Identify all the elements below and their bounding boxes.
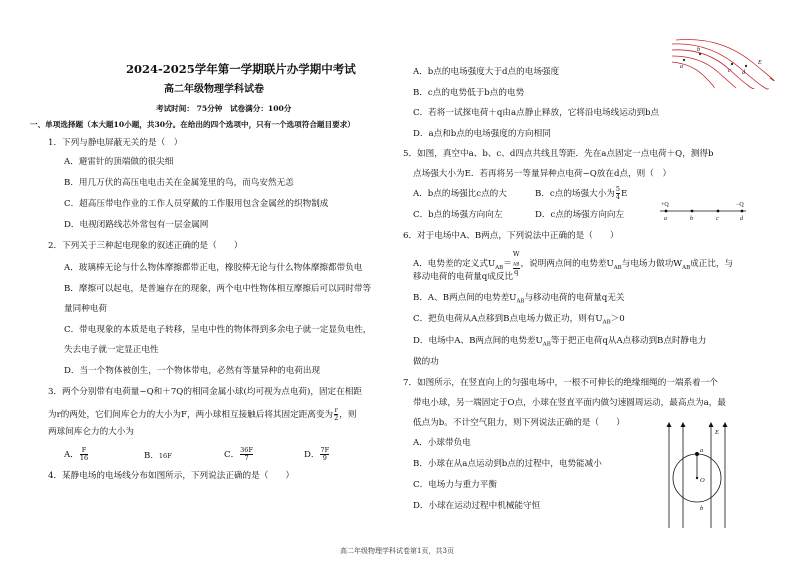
q7-arrowhead bbox=[667, 422, 672, 427]
q6-a-eq: ＝ bbox=[503, 259, 512, 270]
q3-c-label: C． bbox=[224, 450, 240, 460]
q3-line2 bbox=[48, 407, 356, 422]
q4-label-e: E bbox=[758, 60, 762, 66]
exam-info: 考试时间： 75分钟 试卷满分：100分 bbox=[156, 104, 292, 113]
q6-a-mid2: 与电场力做功W bbox=[621, 259, 683, 270]
q7-pivot-o bbox=[696, 477, 698, 479]
q5-label-a: a bbox=[664, 216, 667, 222]
section-heading: 一、单项选择题（本大题10小题，共30分。在给出的四个选项中，只有一个选项符合题目要求） bbox=[30, 120, 355, 129]
q3-line3: 两球间库仑力的大小为 bbox=[48, 427, 134, 437]
q7-arrowhead bbox=[723, 422, 728, 427]
q6-d-sub: AB bbox=[542, 341, 551, 348]
q3-d-num: 7F bbox=[320, 446, 330, 454]
q4-label-a: a bbox=[680, 64, 683, 70]
q6-option-c bbox=[413, 314, 625, 329]
q5-charge-minus: −Q bbox=[736, 202, 744, 208]
q6-a-mid: ，说明两点间的电势差U bbox=[520, 259, 614, 270]
q6-option-b bbox=[413, 293, 625, 308]
q5-label-b: b bbox=[690, 216, 693, 222]
q2-option-b-line1: B．摩擦可以起电，是普遍存在的现象，两个电中性物体相互摩擦后可以同时带等 bbox=[64, 284, 372, 294]
q5-b-num: 5 bbox=[615, 185, 621, 193]
q1-stem: 1．下列与静电屏蔽无关的是（ ） bbox=[48, 138, 183, 148]
q5-b-den: 4 bbox=[615, 193, 621, 201]
q3-b-value: 16F bbox=[158, 452, 172, 460]
q7-option-b: B．小球在从a点运动到b点的过程中，电势能减小 bbox=[413, 459, 602, 469]
q5-option-d: D．c点的场强方向向左 bbox=[535, 210, 625, 220]
q7-option-a: A．小球带负电 bbox=[413, 438, 471, 448]
q2-option-b-line2: 量同种电荷 bbox=[64, 304, 107, 314]
q6-b-text: B．A、B两点间的电势差U bbox=[413, 293, 517, 303]
q4-field-line-figure bbox=[670, 38, 770, 88]
q3-line2-text: 为r的两处，它们间库仑力的大小为F，两小球相互接触后将其固定距离变为 bbox=[48, 410, 334, 420]
q2-option-d: D．当一个物体被创生，一个物体带电，必然有等量异种的电荷出现 bbox=[64, 366, 321, 376]
q5-option-a: A．b点的场强比c点的大 bbox=[413, 189, 507, 199]
page-footer: 高二年级物理学科试卷第1页，共3页 bbox=[340, 547, 454, 555]
q3-d-den: 9 bbox=[322, 454, 327, 462]
q7-arrowheads bbox=[667, 422, 728, 427]
q5-label-c: c bbox=[716, 216, 719, 222]
q3-a-num: F bbox=[81, 446, 87, 454]
q6-a-pre: A．电势差的定义式U bbox=[413, 259, 496, 270]
q5-charge-plus: +Q bbox=[661, 202, 669, 208]
q7-arrowhead bbox=[681, 422, 686, 427]
q6-option-d-line1 bbox=[413, 336, 706, 351]
q6-a-sub: AB bbox=[495, 264, 504, 271]
q2-option-c-line1: C．带电现象的本质是电子转移，呈电中性的物体得到多余电子就一定显负电性， bbox=[64, 325, 372, 335]
q3-option-b bbox=[144, 451, 172, 462]
q4-option-d: D．a点和b点的电场强度的方向相同 bbox=[413, 129, 551, 139]
q3-option-c bbox=[224, 447, 254, 462]
q4-option-a: A．b点的电场强度大于d点的电场强度 bbox=[413, 67, 560, 77]
q7-circular-motion-figure bbox=[661, 422, 731, 532]
q3-line2-end: ，则 bbox=[339, 410, 357, 420]
q3-c-fraction bbox=[240, 447, 253, 462]
q3-line1: 3．两个分别带有电荷量−Q和＋7Q的相同金属小球(均可视为点电荷)，固定在相距 bbox=[48, 387, 362, 397]
q5-b-text: B．c点的场强大小为 bbox=[535, 189, 615, 199]
q4-stem: 4．某静电场的电场线分布如图所示，下列说法正确的是（ ） bbox=[48, 471, 295, 481]
q7-line1: 7．如图所示，在竖直向上的匀强电场中，一根不可伸长的绝缘细绳的一端系着一个 bbox=[403, 378, 718, 388]
q4-label-d: d bbox=[742, 70, 745, 76]
q6-stem: 6．对于电场中A、B两点，下列说法中正确的是（ ） bbox=[403, 231, 619, 241]
q5-option-c: C．b点的场强方向向左 bbox=[413, 210, 503, 220]
q6-option-a-line2: 移动电荷的电荷量q成反比 bbox=[413, 272, 514, 282]
q3-a-den: 16 bbox=[79, 454, 89, 462]
q7-line2: 带电小球，另一端固定于O点，小球在竖直平面内做匀速圆周运动，最高点为a，最 bbox=[413, 398, 726, 408]
q6-a-mid2-sub: AB bbox=[682, 264, 691, 271]
q1-option-d: D．电视闭路线芯外常包有一层金属网 bbox=[64, 220, 209, 230]
q3-a-fraction bbox=[80, 447, 88, 462]
q4-option-c: C．若将一试探电荷＋q由a点静止释放，它将沿电场线运动到b点 bbox=[413, 108, 660, 118]
q6-a-num-sub: AB bbox=[512, 262, 520, 268]
q6-c-sub: AB bbox=[602, 319, 611, 326]
q1-option-b: B．用几万伏的高压电电击关在金属笼里的鸟，而鸟安然无恙 bbox=[64, 178, 294, 188]
q3-distance-fraction bbox=[334, 407, 338, 422]
q5-option-b bbox=[535, 186, 627, 201]
q2-option-a: A．玻璃棒无论与什么物体摩擦都带正电，橡胶棒无论与什么物体摩擦都带负电 bbox=[64, 263, 363, 273]
q3-b-label: B． bbox=[144, 451, 159, 461]
q4-label-c: c bbox=[728, 68, 731, 74]
q5-point-b bbox=[691, 210, 694, 213]
q3-d-label: D． bbox=[304, 450, 320, 460]
q5-line1: 5．如图，真空中a、b、c、d四点共线且等距．先在a点固定一点电荷＋Q，测得b bbox=[403, 149, 714, 159]
exam-title: 2024-2025学年第一学期联片办学期中考试 bbox=[126, 62, 356, 76]
q6-a-num-w: W bbox=[512, 250, 520, 258]
q6-b-sub: AB bbox=[516, 298, 525, 305]
q3-option-d bbox=[304, 447, 330, 462]
q6-a-post: 成正比，与 bbox=[690, 259, 734, 270]
q2-stem: 2．下列关于三种起电现象的叙述正确的是（ ） bbox=[48, 241, 243, 251]
q6-d-text: D．电场中A、B两点间的电势差U bbox=[413, 336, 543, 346]
q7-label-e: E bbox=[715, 429, 719, 436]
q4-label-b: b bbox=[697, 47, 700, 53]
q3-frac-num: r bbox=[334, 406, 338, 414]
q4-points bbox=[683, 53, 747, 67]
q5-label-d: d bbox=[740, 216, 743, 222]
q3-option-a bbox=[64, 447, 89, 462]
q3-c-den: 7 bbox=[244, 454, 249, 462]
q7-label-a: a bbox=[700, 447, 704, 454]
q4-point-c bbox=[731, 63, 733, 65]
q7-option-c: C．电场力与重力平衡 bbox=[413, 480, 497, 490]
q5-point-a bbox=[665, 210, 668, 213]
q5-point-d bbox=[741, 210, 744, 213]
q4-point-d bbox=[745, 65, 747, 67]
q6-a-fraction bbox=[513, 251, 520, 276]
field-line bbox=[672, 56, 736, 88]
q6-b-post: 与移动电荷的电荷量q无关 bbox=[524, 293, 625, 303]
q4-option-b: B．c点的电势低于b点的电势 bbox=[413, 88, 525, 98]
q6-a-mid-sub: AB bbox=[613, 264, 622, 271]
q6-c-post: ＞0 bbox=[610, 314, 625, 324]
exam-subtitle: 高二年级物理学科试卷 bbox=[164, 84, 264, 95]
q6-option-d-line2: 做的功 bbox=[413, 357, 439, 367]
q6-a-num bbox=[513, 251, 520, 269]
q5-collinear-points-figure bbox=[658, 200, 748, 222]
q7-label-b: b bbox=[700, 505, 704, 512]
q6-a-den: q bbox=[514, 268, 519, 277]
q6-c-text: C．把负电荷从A点移到B点电场力做正功，则有U bbox=[413, 314, 603, 324]
q3-a-label: A． bbox=[64, 450, 79, 460]
q2-option-c-line2: 失去电子就一定显正电性 bbox=[64, 345, 159, 355]
q7-ball bbox=[695, 452, 699, 456]
q4-point-b bbox=[699, 53, 701, 55]
q5-b-fraction bbox=[616, 186, 620, 201]
q5-point-c bbox=[717, 210, 720, 213]
q5-line2: 点场强大小为E．若再将另一等量异种点电荷−Q放在d点，则（ ） bbox=[413, 169, 672, 179]
q7-arrowhead bbox=[709, 422, 714, 427]
q7-line3: 低点为b。不计空气阻力，则下列说法正确的是（ ） bbox=[413, 418, 625, 428]
q6-d-post: 等于把正电荷q从A点移动到B点时静电力 bbox=[550, 336, 707, 346]
q1-option-c: C．超高压带电作业的工作人员穿戴的工作服用包含金属丝的织物制成 bbox=[64, 199, 329, 209]
q3-c-num: 36F bbox=[240, 446, 253, 454]
field-line bbox=[672, 62, 714, 88]
q1-option-a: A．避雷针的顶端做的很尖细 bbox=[64, 157, 174, 167]
q3-frac-den: 2 bbox=[334, 414, 339, 422]
q7-label-o: O bbox=[700, 477, 705, 484]
q5-b-unit: E bbox=[621, 189, 628, 199]
q7-option-d: D．小球在运动过程中机械能守恒 bbox=[413, 501, 541, 511]
q4-point-a bbox=[683, 59, 685, 61]
q3-d-fraction bbox=[320, 447, 329, 462]
